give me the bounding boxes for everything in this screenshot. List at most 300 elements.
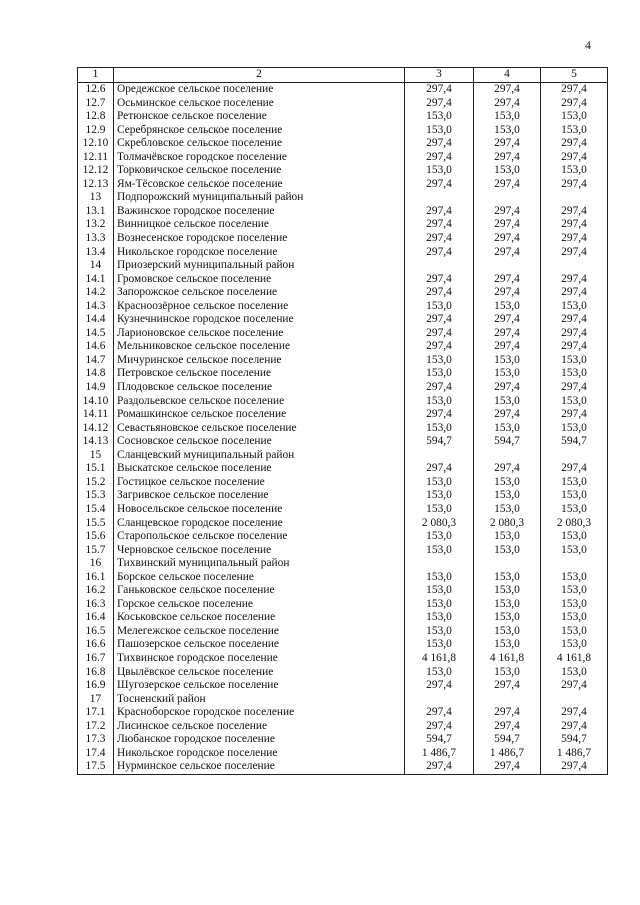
value-col-3: 153,0 [405,584,474,598]
page-number: 4 [585,38,591,52]
row-number: 15.3 [78,489,114,503]
table-row [78,720,608,734]
value-col-4: 153,0 [474,530,541,544]
header-col-2: 2 [114,68,405,83]
table-row [78,327,608,341]
settlement-name: Мельниковское сельское поселение [114,340,405,354]
value-col-5 [541,557,608,571]
table-row [78,476,608,490]
value-col-5: 153,0 [541,476,608,490]
row-number: 13.4 [78,246,114,260]
settlement-name: Ретюнское сельское поселение [114,110,405,124]
value-col-5: 297,4 [541,246,608,260]
table-row [78,340,608,354]
value-col-4: 297,4 [474,97,541,111]
settlement-name: Громовское сельское поселение [114,273,405,287]
value-col-3: 153,0 [405,666,474,680]
settlement-name: Оредежское сельское поселение [114,83,405,97]
row-number: 14.13 [78,435,114,449]
settlement-name: Запорожское сельское поселение [114,286,405,300]
settlement-name: Ганьковское сельское поселение [114,584,405,598]
value-col-3: 153,0 [405,164,474,178]
value-col-3: 297,4 [405,327,474,341]
table-row [78,232,608,246]
value-col-3: 153,0 [405,422,474,436]
value-col-3 [405,693,474,707]
row-number: 16.5 [78,625,114,639]
table-row [78,367,608,381]
value-col-5: 153,0 [541,530,608,544]
value-col-5: 153,0 [541,503,608,517]
settlement-name: Винницкое сельское поселение [114,218,405,232]
table-body [78,83,608,775]
value-col-5: 4 161,8 [541,652,608,666]
row-number: 15.6 [78,530,114,544]
settlement-name: Загривское сельское поселение [114,489,405,503]
table-row [78,598,608,612]
value-col-4: 297,4 [474,313,541,327]
value-col-3: 4 161,8 [405,652,474,666]
row-number: 17.4 [78,747,114,761]
row-number: 14.4 [78,313,114,327]
table-row [78,760,608,774]
value-col-5: 297,4 [541,408,608,422]
row-number: 14.2 [78,286,114,300]
settlement-name: Приозерский муниципальный район [114,259,405,273]
value-col-5: 297,4 [541,340,608,354]
row-number: 17 [78,693,114,707]
value-col-5: 2 080,3 [541,517,608,531]
table-row [78,395,608,409]
row-number: 16.6 [78,638,114,652]
table-row [78,354,608,368]
value-col-5: 153,0 [541,354,608,368]
settlement-name: Кузнечнинское городское поселение [114,313,405,327]
table-row [78,611,608,625]
value-col-5: 153,0 [541,544,608,558]
value-col-4: 594,7 [474,435,541,449]
value-col-5: 153,0 [541,489,608,503]
table-row [78,246,608,260]
value-col-5: 297,4 [541,327,608,341]
settlement-name: Борское сельское поселение [114,571,405,585]
value-col-3: 153,0 [405,625,474,639]
row-number: 13.1 [78,205,114,219]
value-col-4: 153,0 [474,544,541,558]
value-col-4 [474,191,541,205]
value-col-4: 297,4 [474,327,541,341]
row-number: 16.9 [78,679,114,693]
value-col-5: 153,0 [541,638,608,652]
value-col-5: 297,4 [541,232,608,246]
row-number: 14.1 [78,273,114,287]
value-col-4: 2 080,3 [474,517,541,531]
table-row [78,652,608,666]
row-number: 12.6 [78,83,114,97]
row-number: 15 [78,449,114,463]
settlement-name: Важинское городское поселение [114,205,405,219]
settlement-name: Мичуринское сельское поселение [114,354,405,368]
value-col-4: 297,4 [474,205,541,219]
value-col-3: 297,4 [405,83,474,97]
value-col-3 [405,449,474,463]
value-col-3: 297,4 [405,408,474,422]
value-col-5: 297,4 [541,313,608,327]
value-col-5: 297,4 [541,83,608,97]
row-number: 14.3 [78,300,114,314]
value-col-4: 4 161,8 [474,652,541,666]
row-number: 12.11 [78,151,114,165]
value-col-3: 297,4 [405,218,474,232]
value-col-5: 153,0 [541,571,608,585]
value-col-5 [541,191,608,205]
table-row [78,422,608,436]
row-number: 16.8 [78,666,114,680]
value-col-5: 153,0 [541,164,608,178]
value-col-3: 297,4 [405,760,474,774]
value-col-3: 2 080,3 [405,517,474,531]
value-col-5 [541,259,608,273]
row-number: 13.3 [78,232,114,246]
row-number: 14.8 [78,367,114,381]
value-col-3: 153,0 [405,395,474,409]
value-col-3: 297,4 [405,137,474,151]
settlement-name: Красноозёрное сельское поселение [114,300,405,314]
table-row [78,489,608,503]
value-col-5: 153,0 [541,584,608,598]
table-row [78,164,608,178]
value-col-3: 1 486,7 [405,747,474,761]
value-col-4: 297,4 [474,408,541,422]
value-col-4 [474,693,541,707]
value-col-5: 1 486,7 [541,747,608,761]
value-col-5: 153,0 [541,422,608,436]
value-col-4: 297,4 [474,286,541,300]
table-row [78,462,608,476]
settlement-name: Новосельское сельское поселение [114,503,405,517]
row-number: 14.7 [78,354,114,368]
table-row [78,638,608,652]
value-col-3: 297,4 [405,286,474,300]
value-col-4: 153,0 [474,110,541,124]
value-col-4: 153,0 [474,476,541,490]
settlement-name: Сланцевский муниципальный район [114,449,405,463]
value-col-3: 297,4 [405,232,474,246]
value-col-5: 594,7 [541,733,608,747]
value-col-5: 153,0 [541,666,608,680]
value-col-3: 297,4 [405,97,474,111]
value-col-3: 297,4 [405,679,474,693]
value-col-3 [405,557,474,571]
value-col-3: 297,4 [405,462,474,476]
row-number: 15.2 [78,476,114,490]
table-row [78,83,608,97]
value-col-3: 297,4 [405,178,474,192]
value-col-5: 153,0 [541,611,608,625]
value-col-5: 153,0 [541,625,608,639]
settlement-name: Подпорожский муниципальный район [114,191,405,205]
value-col-4: 297,4 [474,218,541,232]
table-row [78,530,608,544]
value-col-5 [541,693,608,707]
settlement-name: Гостицкое сельское поселение [114,476,405,490]
settlement-name: Торковичское сельское поселение [114,164,405,178]
value-col-3 [405,191,474,205]
row-number: 16.4 [78,611,114,625]
table-row [78,286,608,300]
value-col-4 [474,449,541,463]
row-number: 14.12 [78,422,114,436]
value-col-5: 297,4 [541,151,608,165]
settlement-name: Цвылёвское сельское поселение [114,666,405,680]
row-number: 13.2 [78,218,114,232]
value-col-5: 297,4 [541,137,608,151]
value-col-3: 153,0 [405,544,474,558]
value-col-4: 297,4 [474,137,541,151]
value-col-3: 297,4 [405,246,474,260]
table-row [78,178,608,192]
value-col-4: 153,0 [474,164,541,178]
table-row [78,273,608,287]
header-col-1: 1 [78,68,114,83]
table-row [78,503,608,517]
value-col-4: 153,0 [474,395,541,409]
table-row [78,517,608,531]
table-row [78,747,608,761]
settlement-name: Черновское сельское поселение [114,544,405,558]
value-col-5: 297,4 [541,462,608,476]
value-col-3: 153,0 [405,300,474,314]
table-row [78,151,608,165]
value-col-5: 297,4 [541,178,608,192]
row-number: 14 [78,259,114,273]
row-number: 12.7 [78,97,114,111]
table-row [78,544,608,558]
value-col-4: 153,0 [474,611,541,625]
value-col-3: 153,0 [405,611,474,625]
value-col-5: 297,4 [541,720,608,734]
settlement-name: Ям-Тёсовское сельское поселение [114,178,405,192]
table-row [78,97,608,111]
row-number: 16 [78,557,114,571]
value-col-5: 153,0 [541,395,608,409]
value-col-5: 297,4 [541,760,608,774]
table-row [78,733,608,747]
settlement-name: Ромашкинское сельское поселение [114,408,405,422]
settlement-name: Горское сельское поселение [114,598,405,612]
settlement-name: Петровское сельское поселение [114,367,405,381]
value-col-4: 297,4 [474,720,541,734]
value-col-3: 297,4 [405,720,474,734]
value-col-3: 153,0 [405,124,474,138]
table-row [78,259,608,273]
settlement-name: Любанское городское поселение [114,733,405,747]
settlement-name: Нурминское сельское поселение [114,760,405,774]
value-col-4: 153,0 [474,422,541,436]
value-col-4: 153,0 [474,638,541,652]
row-number: 14.5 [78,327,114,341]
value-col-3: 153,0 [405,598,474,612]
value-col-3: 153,0 [405,638,474,652]
row-number: 14.6 [78,340,114,354]
allocation-table [77,67,608,775]
settlement-name: Тосненский район [114,693,405,707]
settlement-name: Севастьяновское сельское поселение [114,422,405,436]
value-col-4: 1 486,7 [474,747,541,761]
settlement-name: Вознесенское городское поселение [114,232,405,246]
value-col-4: 297,4 [474,178,541,192]
value-col-5: 297,4 [541,97,608,111]
value-col-3: 297,4 [405,706,474,720]
value-col-5: 153,0 [541,124,608,138]
settlement-name: Скребловское сельское поселение [114,137,405,151]
value-col-4: 297,4 [474,83,541,97]
settlement-name: Пашозерское сельское поселение [114,638,405,652]
value-col-3: 153,0 [405,476,474,490]
table-row [78,557,608,571]
table-row [78,449,608,463]
value-col-4: 153,0 [474,571,541,585]
settlement-name: Тихвинское городское поселение [114,652,405,666]
value-col-4: 297,4 [474,246,541,260]
value-col-4: 297,4 [474,679,541,693]
value-col-3: 297,4 [405,313,474,327]
row-number: 14.9 [78,381,114,395]
value-col-4: 297,4 [474,273,541,287]
value-col-3: 153,0 [405,489,474,503]
value-col-5: 297,4 [541,218,608,232]
value-col-5: 297,4 [541,273,608,287]
row-number: 12.8 [78,110,114,124]
value-col-3: 153,0 [405,354,474,368]
value-col-3: 594,7 [405,733,474,747]
value-col-4: 153,0 [474,625,541,639]
value-col-5: 153,0 [541,300,608,314]
value-col-3: 297,4 [405,151,474,165]
value-col-5: 297,4 [541,205,608,219]
value-col-4: 153,0 [474,666,541,680]
table-row [78,191,608,205]
row-number: 12.12 [78,164,114,178]
value-col-4: 153,0 [474,124,541,138]
table-row [78,571,608,585]
settlement-name: Раздольевское сельское поселение [114,395,405,409]
settlement-name: Сосновское сельское поселение [114,435,405,449]
settlement-name: Ларионовское сельское поселение [114,327,405,341]
table-row [78,218,608,232]
table-row [78,408,608,422]
settlement-name: Старопольское сельское поселение [114,530,405,544]
table-row [78,300,608,314]
row-number: 14.11 [78,408,114,422]
header-col-3: 3 [405,68,474,83]
settlement-name: Тихвинский муниципальный район [114,557,405,571]
value-col-5: 153,0 [541,598,608,612]
row-number: 16.2 [78,584,114,598]
settlement-name: Никольское городское поселение [114,747,405,761]
value-col-3: 153,0 [405,571,474,585]
table-row [78,435,608,449]
table-row [78,706,608,720]
value-col-5: 594,7 [541,435,608,449]
row-number: 15.5 [78,517,114,531]
table-row [78,693,608,707]
row-number: 15.4 [78,503,114,517]
value-col-3: 153,0 [405,503,474,517]
settlement-name: Осьминское сельское поселение [114,97,405,111]
value-col-5: 153,0 [541,367,608,381]
value-col-3: 594,7 [405,435,474,449]
value-col-5: 297,4 [541,706,608,720]
value-col-3 [405,259,474,273]
row-number: 14.10 [78,395,114,409]
value-col-4: 297,4 [474,760,541,774]
row-number: 17.2 [78,720,114,734]
row-number: 16.3 [78,598,114,612]
value-col-4: 297,4 [474,706,541,720]
settlement-name: Мелегежское сельское поселение [114,625,405,639]
value-col-3: 297,4 [405,381,474,395]
value-col-4: 153,0 [474,584,541,598]
value-col-3: 153,0 [405,110,474,124]
table-row [78,313,608,327]
value-col-3: 297,4 [405,205,474,219]
settlement-name: Лисинское сельское поселение [114,720,405,734]
value-col-4: 297,4 [474,340,541,354]
header-col-5: 5 [541,68,608,83]
row-number: 17.5 [78,760,114,774]
value-col-4: 297,4 [474,151,541,165]
value-col-4: 297,4 [474,381,541,395]
table-row [78,381,608,395]
row-number: 17.1 [78,706,114,720]
value-col-4 [474,259,541,273]
row-number: 16.7 [78,652,114,666]
row-number: 12.13 [78,178,114,192]
settlement-name: Серебрянское сельское поселение [114,124,405,138]
value-col-4: 153,0 [474,354,541,368]
value-col-5 [541,449,608,463]
value-col-4: 153,0 [474,598,541,612]
row-number: 15.7 [78,544,114,558]
table-row [78,205,608,219]
table-row [78,625,608,639]
table-row [78,110,608,124]
table-row [78,137,608,151]
value-col-4: 297,4 [474,462,541,476]
settlement-name: Плодовское сельское поселение [114,381,405,395]
value-col-3: 297,4 [405,273,474,287]
row-number: 13 [78,191,114,205]
settlement-name: Сланцевское городское поселение [114,517,405,531]
value-col-3: 297,4 [405,340,474,354]
value-col-5: 297,4 [541,679,608,693]
settlement-name: Никольское городское поселение [114,246,405,260]
value-col-3: 153,0 [405,530,474,544]
value-col-4: 594,7 [474,733,541,747]
value-col-5: 153,0 [541,110,608,124]
settlement-name: Толмачёвское городское поселение [114,151,405,165]
value-col-4: 297,4 [474,232,541,246]
value-col-4: 153,0 [474,503,541,517]
table-row [78,584,608,598]
value-col-5: 297,4 [541,381,608,395]
value-col-3: 153,0 [405,367,474,381]
settlement-name: Выскатское сельское поселение [114,462,405,476]
header-col-4: 4 [474,68,541,83]
value-col-4: 153,0 [474,367,541,381]
value-col-4: 153,0 [474,300,541,314]
